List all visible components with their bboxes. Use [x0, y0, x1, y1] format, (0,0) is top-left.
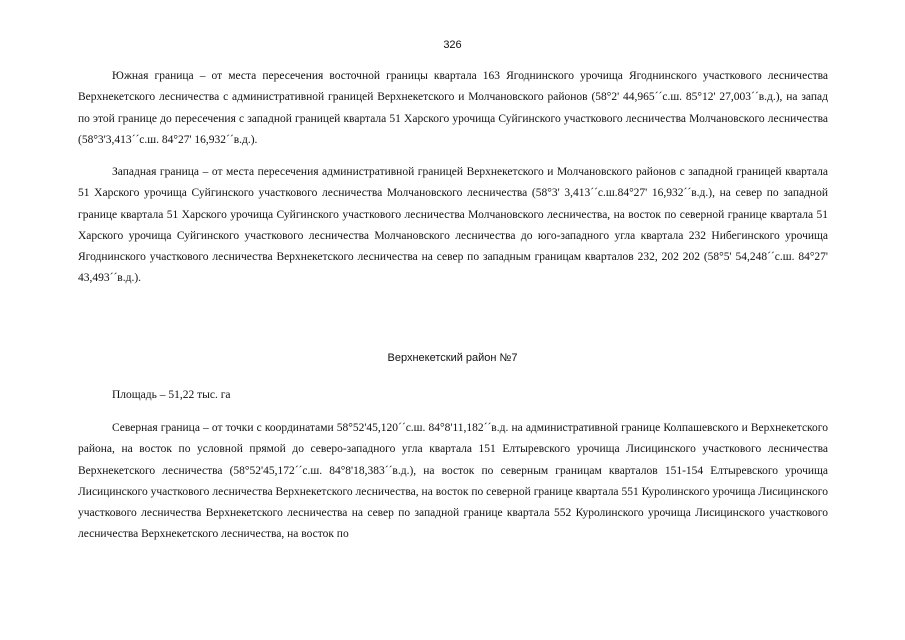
paragraph-west-border: Западная граница – от места пересечения административной границей Верхнекетского и Молчановского районов с западной границей квартала 51 Харского урочища Суйгинского участкового лесничества Молчановского лесничества (58°3' 3,413´´с.ш.84°27' 16,932´´в.д.), на север по западной границе квартала 51 Харского урочища Суйгинского участкового лесничества Молчановского лесничества, на восток по северной границе квартала 51 Харского урочища Суйгинского участкового лесничества Молчановского лесничества до юго-западного угла квартала 232 Нибегинского урочища Ягоднинского участкового лесничества Верхнекетского лесничества на север по западным границам кварталов 232, 202 202 (58°5' 54,248´´с.ш. 84°27' 43,493´´в.д.). — [78, 166, 828, 285]
section-heading: Верхнекетский район №7 — [387, 352, 518, 364]
paragraph-area: Площадь – 51,22 тыс. га — [112, 389, 231, 401]
paragraph-north-border: Северная граница – от точки с координатами 58°52'45,120´´с.ш. 84°8'11,182´´в.д. на административной границе Колпашевского и Верхнекетского района, на восток по условной прямой до северо-западного угла квартала 151 Елтыревского урочища Лисицинского участкового лесничества Верхнекетского лесничества (58°52'45,172´´с.ш. 84°8'18,383´´в.д.), на восток по северным границам кварталов 151-154 Елтыревского урочища Лисицинского участкового лесничества Верхнекетского лесничества, на восток по северной границе квартала 551 Куролинского урочища Лисицинского участкового лесничества Верхнекетского лесничества на север по западной границе квартала 552 Куролинского урочища Лисицинского участкового лесничества Верхнекетского лесничества, на восток по — [78, 422, 828, 541]
page-number: 326 — [443, 39, 462, 51]
paragraph-south-border: Южная граница – от места пересечения восточной границы квартала 163 Ягоднинского урочища Ягоднинского участкового лесничества Верхнекетского лесничества с административной границей Верхнекетского и Молчановского районов (58°2' 44,965´´с.ш. 85°12' 27,003´´в.д.), на запад по этой границе до пересечения с западной границей квартала 51 Харского урочища Суйгинского участкового лесничества Молчановского лесничества (58°3'3,413´´с.ш. 84°27' 16,932´´в.д.). — [78, 70, 828, 146]
